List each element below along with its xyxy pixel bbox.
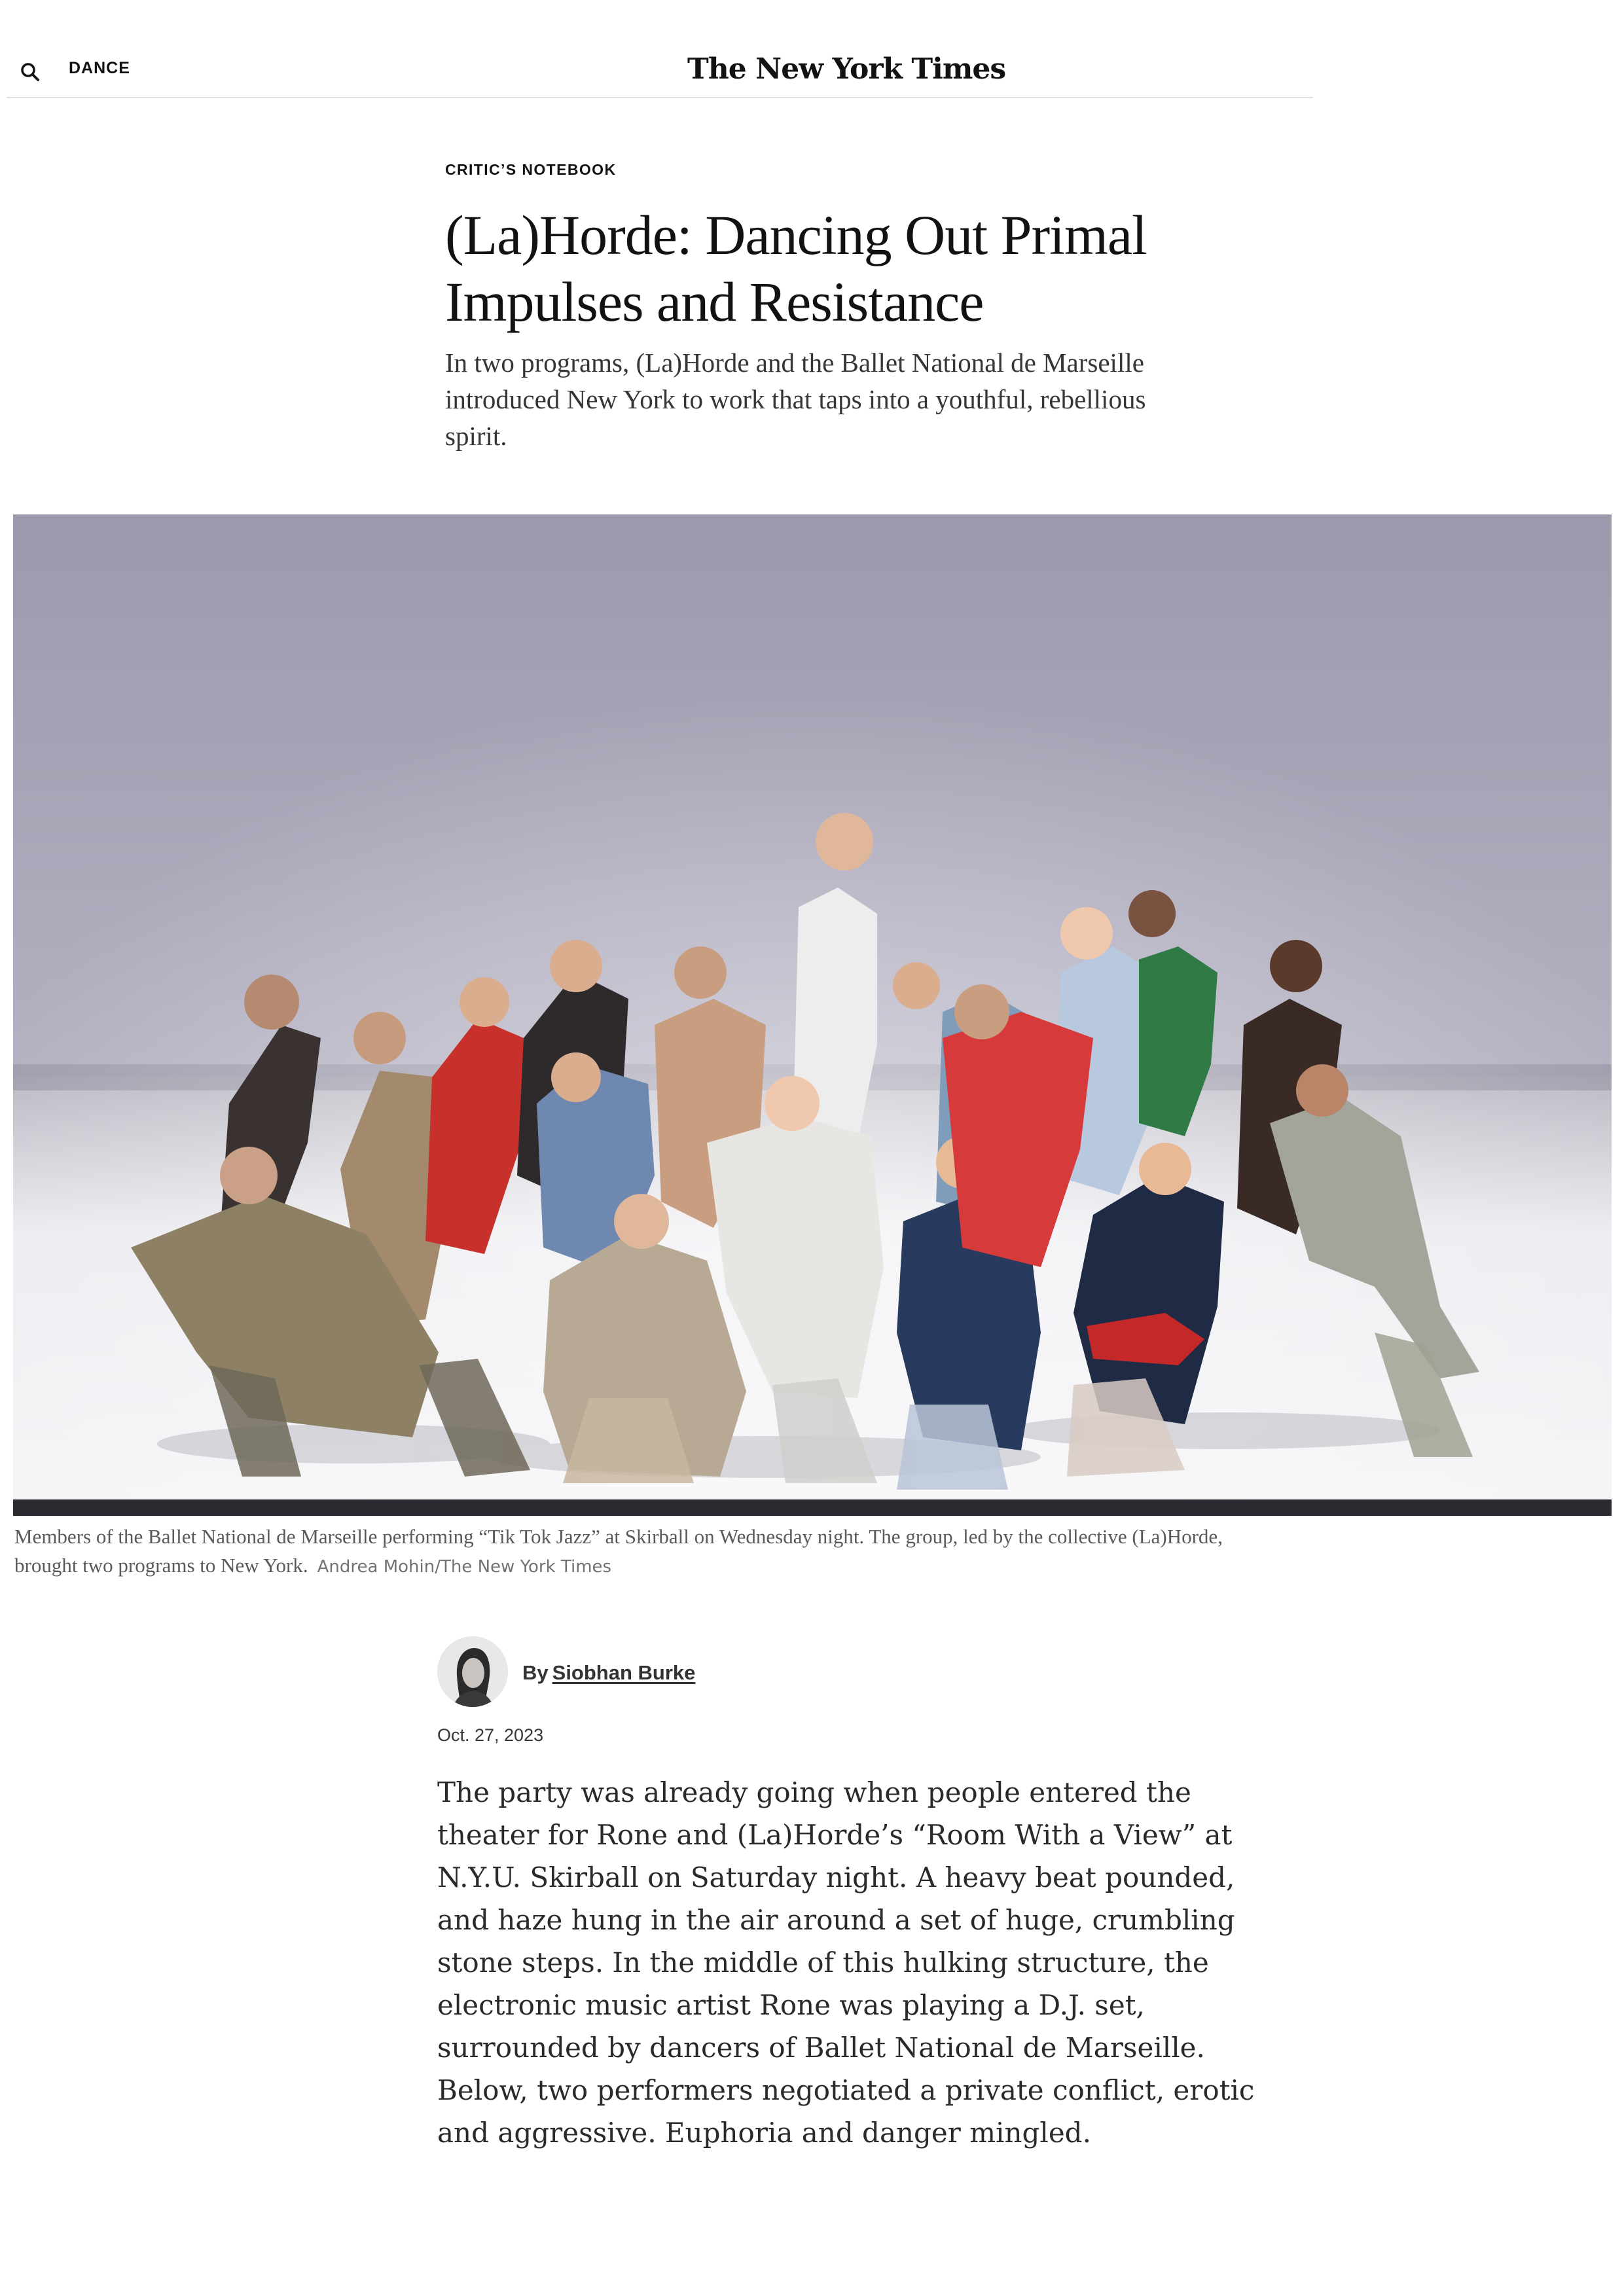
dancers-photo bbox=[13, 514, 1612, 1516]
author-link[interactable]: Siobhan Burke bbox=[552, 1661, 696, 1684]
page-title: (La)Horde: Dancing Out Primal Impulses and Resistance bbox=[445, 204, 1147, 333]
author-avatar[interactable] bbox=[437, 1636, 508, 1707]
byline-prefix: By bbox=[522, 1661, 549, 1684]
article-paragraph: The party was already going when people entered the theater for Rone and (La)Horde’s “Room With a View” at N.Y.U. Skirball on Saturday night. A heavy beat pounded, and haze hung in the air around a set of huge, crumbling stone steps. In the middle of this hulking structure, the electronic music artist Rone was playing a D.J. set, surrounded by dancers of Ballet National de Marseille. Below, two performers negotiated a private conflict, erotic and aggressive. Euphoria and danger mingled. bbox=[437, 1776, 1255, 2149]
kicker-label: CRITIC’S NOTEBOOK bbox=[445, 161, 617, 178]
photo-credit: Andrea Mohin/The New York Times bbox=[317, 1557, 612, 1577]
section-link-dance[interactable]: DANCE bbox=[69, 59, 130, 77]
byline-text bbox=[522, 1661, 695, 1685]
article-summary: In two programs, (La)Horde and the Ballet National de Marseille introduced New York to work that taps into a youthful, rebellious spirit. bbox=[445, 348, 1146, 451]
masthead bbox=[7, 39, 1313, 98]
lead-photo[interactable] bbox=[13, 514, 1612, 1516]
nyt-logo[interactable]: The New York Times bbox=[687, 52, 1006, 86]
photo-caption bbox=[14, 1522, 1258, 1581]
caption-text: Members of the Ballet National de Marseille performing “Tik Tok Jazz” at Skirball on Wednesday night. The group, led by the collective (La)Horde, brought two programs to New York. bbox=[14, 1525, 1223, 1577]
search-icon[interactable] bbox=[17, 59, 43, 85]
publish-date: Oct. 27, 2023 bbox=[437, 1725, 544, 1745]
